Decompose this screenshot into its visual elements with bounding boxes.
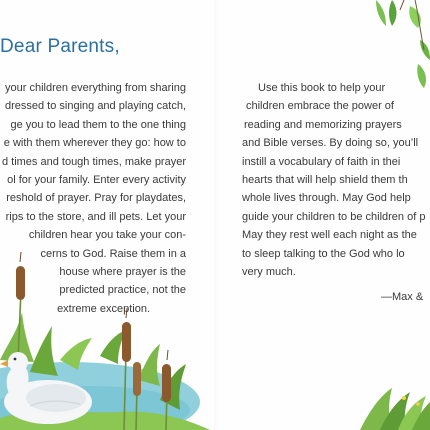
book-gutter bbox=[214, 0, 218, 430]
text-line: children embrace the power of bbox=[246, 100, 394, 113]
text-line: children hear you take your con- bbox=[28, 229, 186, 242]
text-line: whole lives through. May God help bbox=[242, 192, 411, 205]
text-line: hearts that will help shield them th bbox=[242, 174, 408, 187]
text-line: May they rest well each night as the bbox=[242, 229, 417, 242]
text-line: very much. bbox=[242, 266, 296, 279]
text-line: extreme exception. bbox=[57, 302, 150, 315]
text-line: rips to the store, and ill pets. Let your bbox=[5, 210, 186, 223]
text-line: e with them wherever they go: how to bbox=[3, 137, 186, 150]
text-line: ge you to lead them to the one thing bbox=[10, 118, 186, 131]
leaves-top-right bbox=[376, 0, 430, 88]
text-line: cerns to God. Raise them in a bbox=[40, 247, 186, 260]
page-heading: Dear Parents, bbox=[0, 36, 120, 57]
signature: —Max & bbox=[381, 291, 424, 303]
left-page-body bbox=[0, 79, 186, 318]
text-line: and Bible verses. By doing so, you’ll bbox=[242, 137, 419, 150]
text-line: instill a vocabulary of faith in thei bbox=[242, 155, 401, 168]
text-line: predicted practice, not the bbox=[59, 284, 186, 297]
text-line: ol for your family. Enter every activity bbox=[7, 174, 186, 187]
text-line: to sleep talking to the God who lo bbox=[242, 247, 405, 260]
right-page-body bbox=[242, 79, 430, 281]
text-line: d times and tough times, make prayer bbox=[1, 155, 186, 168]
text-line: guide your children to be children of p bbox=[242, 210, 426, 223]
text-line: Use this book to help your bbox=[258, 82, 386, 94]
text-line: house where prayer is the bbox=[59, 266, 186, 279]
text-line: reshold of prayer. Pray for playdates, bbox=[6, 192, 186, 205]
text-line: your children everything from sharing bbox=[5, 82, 186, 94]
grass-right bbox=[360, 388, 430, 430]
text-line: dressed to singing and playing catch, bbox=[4, 100, 186, 113]
text-line: reading and memorizing prayers bbox=[244, 118, 402, 131]
